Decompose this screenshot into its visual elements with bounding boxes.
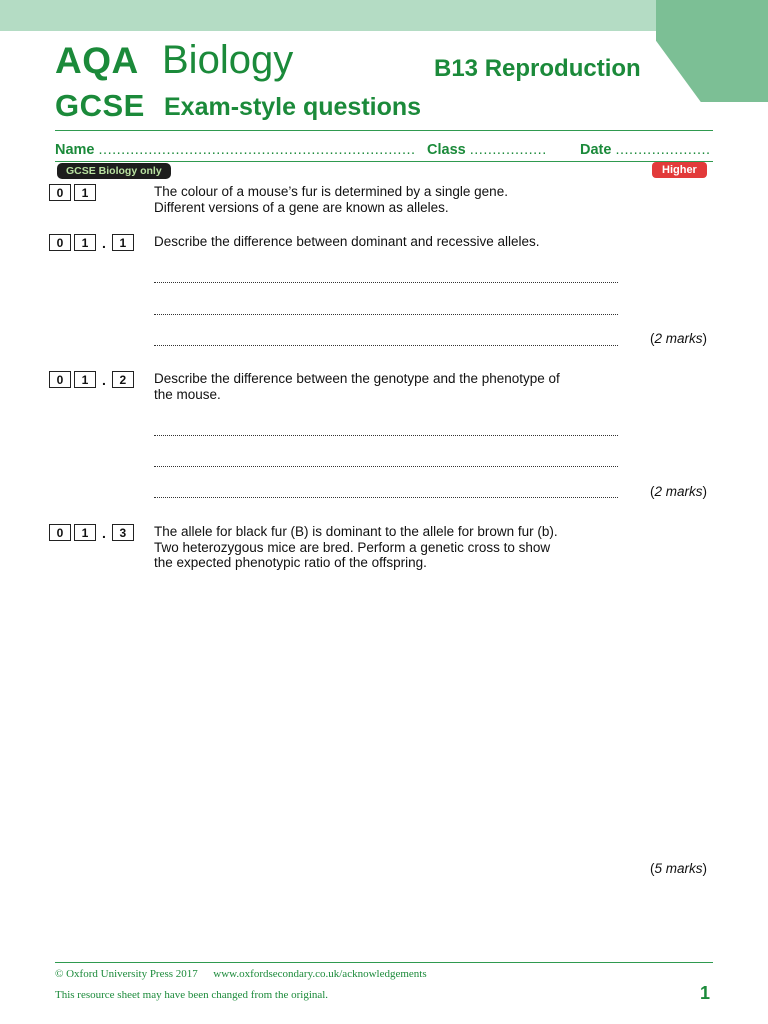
question-number (49, 184, 99, 201)
question-digit-box: 0 (49, 184, 71, 201)
question-digit-box: 1 (74, 371, 96, 388)
page-number: 1 (700, 983, 711, 1003)
question-intro (154, 184, 594, 215)
question-intro-line: The colour of a mouse’s fur is determined by a single gene. (154, 184, 508, 199)
answer-line[interactable] (154, 282, 618, 283)
tier-badge: Higher (652, 162, 707, 178)
part-digit-box: 2 (112, 371, 134, 388)
question-digit-box: 1 (74, 184, 96, 201)
header-divider (55, 130, 713, 131)
part-digit-box: 3 (112, 524, 134, 541)
question-digit-box: 1 (74, 524, 96, 541)
answer-line[interactable] (154, 435, 618, 436)
part-3-marks: (5 marks) (650, 861, 708, 876)
header-band (0, 0, 768, 31)
copyright-text: © Oxford University Press 2017 (55, 968, 198, 980)
page-subtitle: Exam-style questions (164, 93, 422, 121)
name-dots: ...................................................................... (98, 142, 416, 158)
part-separator: . (102, 371, 106, 388)
question-digit-box: 1 (74, 234, 96, 251)
class-field[interactable] (427, 142, 547, 158)
footer-copyright-line (55, 968, 427, 980)
part-3-text: The allele for black fur (B) is dominant to the allele for brown fur (b). Two heterozygous mice are bred. Perform a genetic cross to show the expected phenotypic ratio of the offspring. (154, 524, 558, 570)
part-digit-box: 1 (112, 234, 134, 251)
date-dots: ..................... (615, 142, 711, 158)
part-number-3 (49, 524, 137, 541)
answer-line[interactable] (154, 345, 618, 346)
part-number-2 (49, 371, 137, 388)
date-label: Date (580, 142, 612, 158)
fields-divider (55, 161, 713, 162)
footer-divider (55, 962, 713, 963)
name-label: Name (55, 142, 95, 158)
part-number-1 (49, 234, 137, 251)
part-separator: . (102, 524, 106, 541)
question-digit-box: 0 (49, 234, 71, 251)
date-field[interactable] (580, 142, 711, 158)
question-intro-line: Different versions of a gene are known as alleles. (154, 199, 449, 215)
answer-line[interactable] (154, 497, 618, 498)
answer-line[interactable] (154, 466, 618, 467)
scope-badge: GCSE Biology only (57, 163, 171, 179)
class-label: Class (427, 142, 466, 158)
acknowledgements-link[interactable]: www.oxfordsecondary.co.uk/acknowledgements (213, 968, 427, 980)
brand-aqa: AQA (55, 40, 139, 81)
part-separator: . (102, 234, 106, 251)
answer-line[interactable] (154, 314, 618, 315)
footer-notice: This resource sheet may have been changed from the original. (55, 989, 329, 1001)
name-field[interactable] (55, 142, 416, 158)
brand-subject: Biology (162, 38, 294, 82)
question-digit-box: 0 (49, 371, 71, 388)
question-digit-box: 0 (49, 524, 71, 541)
brand-level: GCSE (55, 88, 145, 123)
topic-title: B13 Reproduction (434, 55, 641, 82)
class-dots: ................. (469, 142, 547, 158)
part-1-text: Describe the difference between dominant and recessive alleles. (154, 234, 540, 249)
header-hexagon-decoration (656, 0, 768, 102)
part-2-text: Describe the difference between the genotype and the phenotype of the mouse. (154, 371, 560, 402)
part-1-marks: (2 marks) (650, 331, 708, 346)
part-2-marks: (2 marks) (650, 484, 708, 499)
